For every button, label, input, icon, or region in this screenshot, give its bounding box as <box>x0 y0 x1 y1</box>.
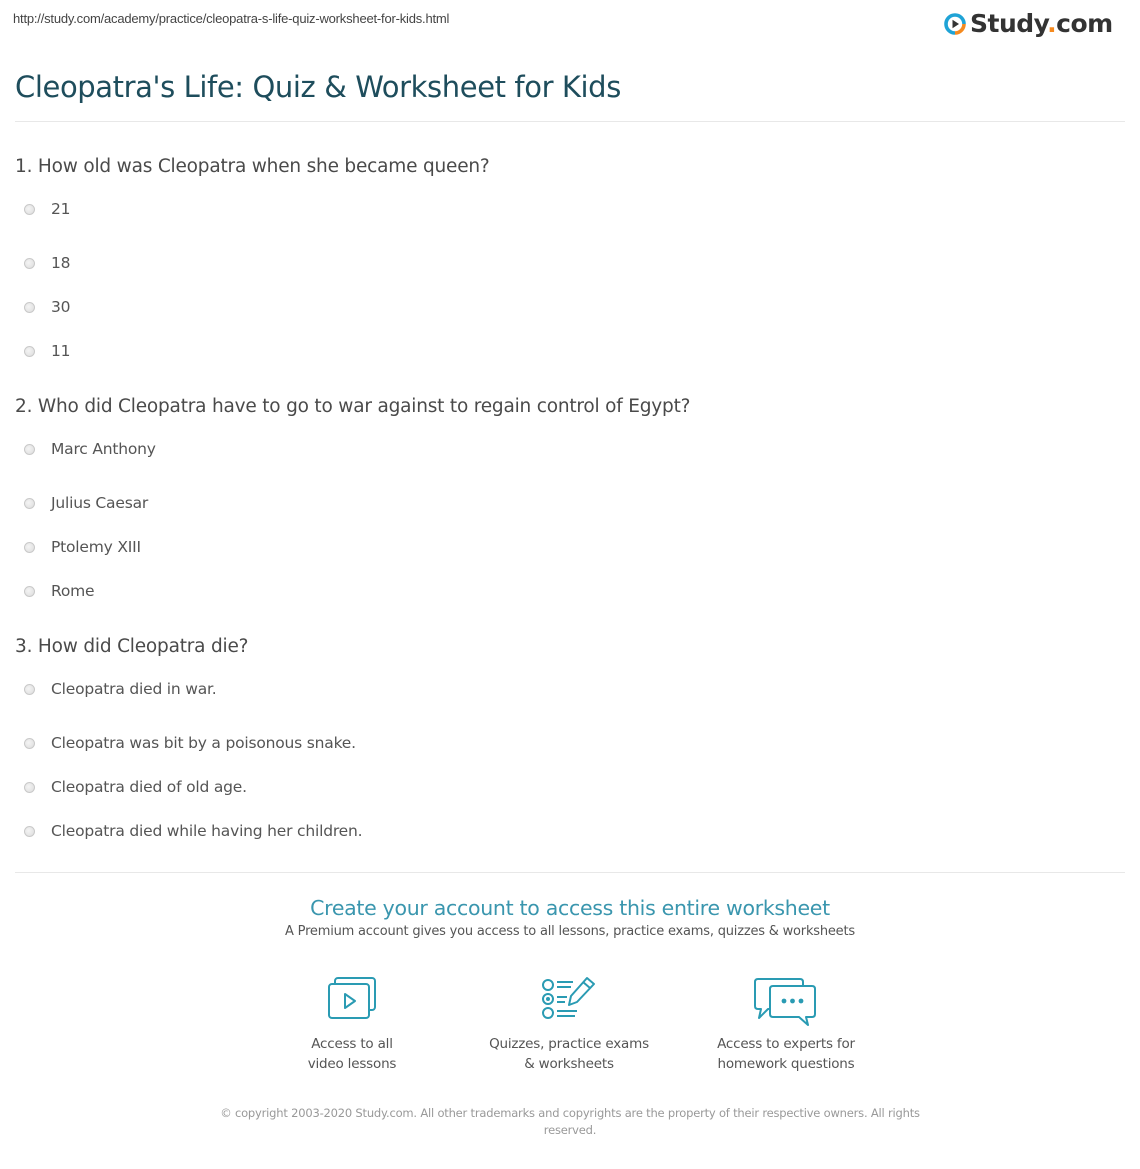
title-divider <box>15 121 1125 122</box>
answer-label: Cleopatra died of old age. <box>51 778 247 796</box>
cta-divider <box>15 872 1125 873</box>
answer-option[interactable] <box>15 809 362 853</box>
answer-option[interactable] <box>15 569 690 613</box>
answer-option[interactable] <box>15 241 490 285</box>
answer-option[interactable] <box>15 721 362 765</box>
answer-option[interactable] <box>15 525 690 569</box>
radio-button[interactable] <box>24 302 35 313</box>
question-2 <box>15 396 690 613</box>
chat-bubbles-icon <box>676 976 896 1028</box>
feature-label: Access to all video lessons <box>307 1036 397 1072</box>
answer-option[interactable] <box>15 197 490 221</box>
radio-button[interactable] <box>24 258 35 269</box>
answer-label: Cleopatra died while having her children. <box>51 822 363 840</box>
feature-label: Access to experts for homework questions <box>717 1036 855 1072</box>
answer-label: Cleopatra died in war. <box>51 680 217 698</box>
radio-button[interactable] <box>24 542 35 553</box>
feature-label: Quizzes, practice exams & worksheets <box>489 1036 649 1072</box>
cta-title-link[interactable]: Create your account to access this entire worksheet <box>310 896 830 920</box>
copyright-footer: © copyright 2003-2020 Study.com. All other trademarks and copyrights are the property of their respective owners. All rights reserved. <box>220 1106 920 1137</box>
play-circle-logo-icon <box>944 13 966 35</box>
cta-subtitle: A Premium account gives you access to all lessons, practice exams, quizzes & worksheets <box>285 924 855 939</box>
answer-option[interactable] <box>15 481 690 525</box>
answer-option[interactable] <box>15 285 490 329</box>
radio-button[interactable] <box>24 204 35 215</box>
feature-video-lessons <box>242 976 462 1074</box>
page-title: Cleopatra's Life: Quiz & Worksheet for Kids <box>15 70 621 104</box>
answer-label: 11 <box>51 342 71 360</box>
answer-label: Julius Caesar <box>51 494 149 512</box>
answer-label: 21 <box>51 200 71 218</box>
feature-experts <box>676 976 896 1074</box>
radio-button[interactable] <box>24 346 35 357</box>
question-title: 2. Who did Cleopatra have to go to war against to regain control of Egypt? <box>15 396 691 417</box>
question-3 <box>15 636 362 853</box>
radio-button[interactable] <box>24 586 35 597</box>
answer-label: Rome <box>51 582 95 600</box>
study-com-logo[interactable] <box>944 9 1113 39</box>
answer-option[interactable] <box>15 765 362 809</box>
answer-list <box>15 197 490 373</box>
question-1 <box>15 156 490 373</box>
quiz-checklist-icon <box>459 976 679 1028</box>
radio-button[interactable] <box>24 826 35 837</box>
signup-cta <box>0 896 1140 939</box>
question-title: 3. How did Cleopatra die? <box>15 636 249 657</box>
answer-label: 18 <box>51 254 71 272</box>
radio-button[interactable] <box>24 738 35 749</box>
page-url: http://study.com/academy/practice/cleopatra-s-life-quiz-worksheet-for-kids.html <box>13 11 450 26</box>
video-lessons-icon <box>242 976 462 1028</box>
answer-label: Marc Anthony <box>51 440 156 458</box>
radio-button[interactable] <box>24 782 35 793</box>
question-title: 1. How old was Cleopatra when she became queen? <box>15 156 490 177</box>
answer-option[interactable] <box>15 437 690 461</box>
answer-list <box>15 677 362 853</box>
answer-option[interactable] <box>15 329 490 373</box>
radio-button[interactable] <box>24 444 35 455</box>
feature-quizzes <box>459 976 679 1074</box>
logo-text: Study.com <box>970 9 1113 38</box>
radio-button[interactable] <box>24 684 35 695</box>
answer-label: Cleopatra was bit by a poisonous snake. <box>51 734 356 752</box>
answer-list <box>15 437 690 613</box>
radio-button[interactable] <box>24 498 35 509</box>
answer-label: Ptolemy XIII <box>51 538 141 556</box>
feature-list <box>0 976 1140 1086</box>
answer-label: 30 <box>51 298 71 316</box>
answer-option[interactable] <box>15 677 362 701</box>
